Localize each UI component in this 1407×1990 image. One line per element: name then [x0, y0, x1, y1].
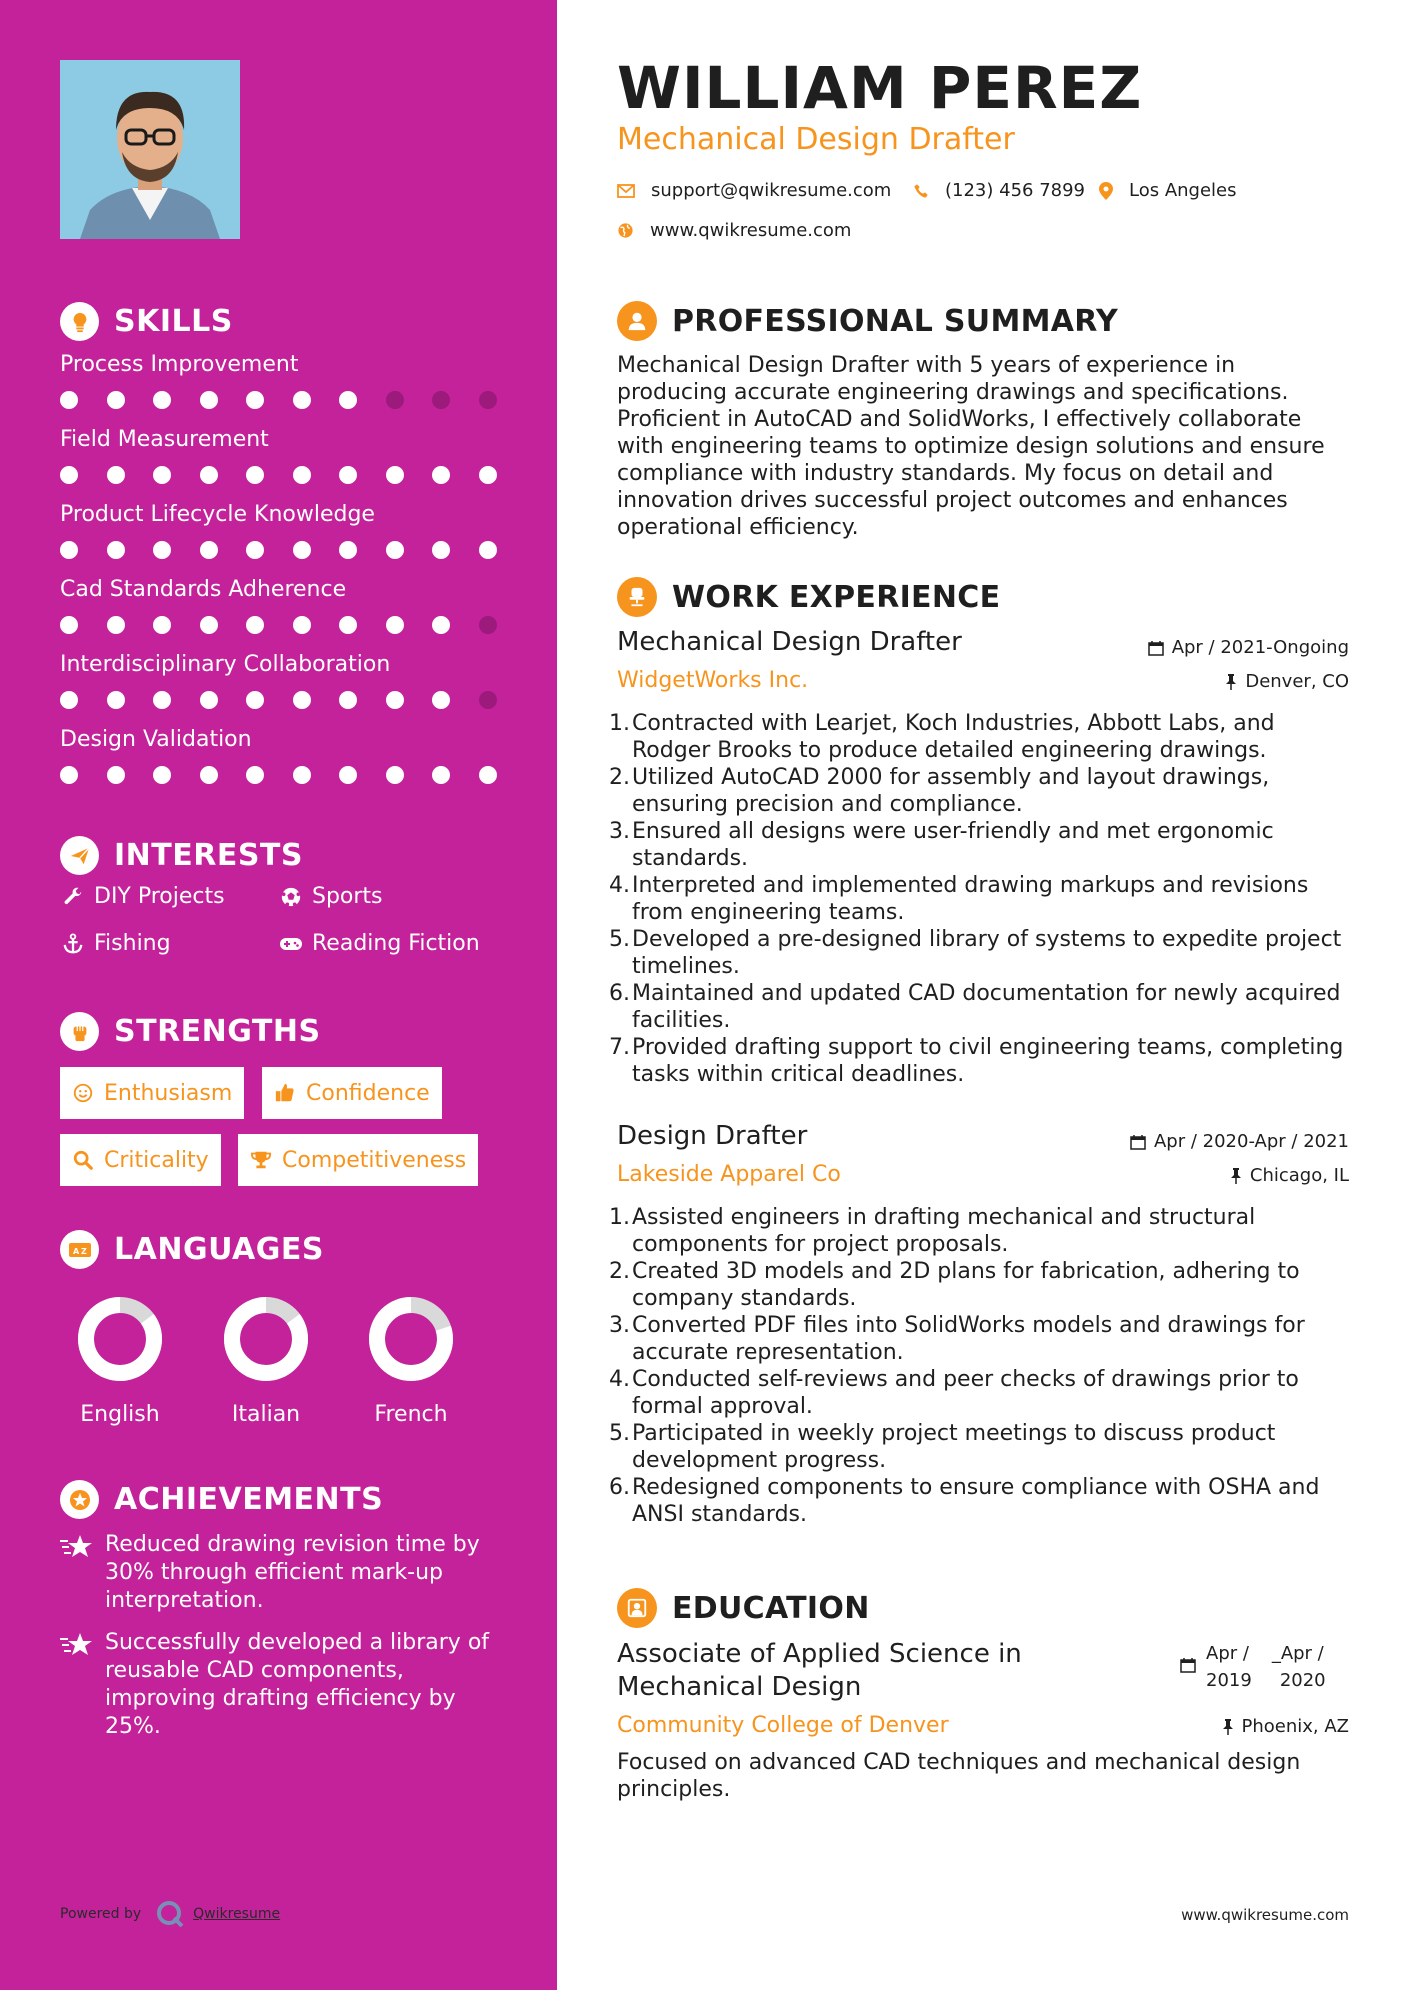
interest-item: Reading Fiction [278, 931, 480, 956]
skill-dot [339, 541, 357, 559]
degree-title: Associate of Applied Science in Mechanical Design [617, 1639, 1022, 1702]
skill-dot [339, 616, 357, 634]
skill-dot [339, 766, 357, 784]
skill-dot [153, 466, 171, 484]
language-name: Italian [231, 1402, 301, 1427]
experience-heading: WORK EXPERIENCE [617, 577, 1000, 617]
job-bullet: 2. Utilized AutoCAD 2000 for assembly and layout drawings, ensuring precision and compliance. [609, 765, 1270, 817]
skill-dot [293, 391, 311, 409]
job-bullets [609, 710, 1352, 1088]
shooting-star-icon [60, 1629, 105, 1741]
skill-dot [479, 616, 497, 634]
candidate-role: Mechanical Design Drafter [617, 122, 1015, 157]
job-bullet: 6. Redesigned components to ensure compliance with OSHA and ANSI standards. [609, 1475, 1320, 1527]
interests-heading: INTERESTS [60, 836, 303, 875]
skill-dot [153, 691, 171, 709]
skill-dot [60, 691, 78, 709]
paper-plane-icon [60, 836, 99, 875]
smile-icon [72, 1082, 94, 1104]
user-icon [617, 301, 657, 341]
svg-text:A: A [72, 1246, 79, 1256]
profile-photo [60, 60, 240, 239]
language-name: French [374, 1402, 448, 1427]
skill-dot [246, 691, 264, 709]
job-bullet: 7. Provided drafting support to civil engineering teams, completing tasks within critical deadlines. [609, 1035, 1344, 1087]
skill-dot [246, 616, 264, 634]
job-dates: Apr / 2020-Apr / 2021 [1130, 1131, 1349, 1152]
candidate-name: WILLIAM PEREZ [617, 54, 1143, 122]
skill-dot [432, 691, 450, 709]
skill-name: Product Lifecycle Knowledge [60, 502, 375, 527]
skill-rating [60, 541, 525, 559]
skill-dot [60, 466, 78, 484]
language-item [351, 1294, 471, 1427]
office-chair-icon [617, 577, 657, 617]
skill-dot [293, 616, 311, 634]
trophy-icon [250, 1149, 272, 1171]
job-bullet: 3. Converted PDF files into SolidWorks models and drawings for accurate representation. [609, 1313, 1305, 1365]
skill-dot [386, 541, 404, 559]
calendar-icon [1130, 1134, 1146, 1150]
education-description: Focused on advanced CAD techniques and mechanical design principles. [617, 1750, 1301, 1802]
skill-dot [386, 766, 404, 784]
skill-rating [60, 391, 525, 409]
skill-dot [432, 616, 450, 634]
education-heading: EDUCATION [617, 1588, 870, 1628]
skill-dot [432, 466, 450, 484]
skill-dot [107, 691, 125, 709]
skill-name: Cad Standards Adherence [60, 577, 347, 602]
interest-item: DIY Projects [60, 884, 225, 909]
skill-dot [479, 541, 497, 559]
skill-dot [246, 766, 264, 784]
skill-dot [479, 391, 497, 409]
skill-dot [479, 766, 497, 784]
job-title: Design Drafter [617, 1121, 808, 1151]
skill-dot [200, 616, 218, 634]
anchor-icon [60, 933, 86, 955]
language-donut [366, 1294, 456, 1384]
skill-dot [60, 541, 78, 559]
skill-name: Interdisciplinary Collaboration [60, 652, 391, 677]
skill-dot [339, 466, 357, 484]
pin-icon [1222, 1719, 1234, 1735]
achievement-item: Successfully developed a library of reusable CAD components, improving drafting efficiency by 25%. [60, 1629, 500, 1741]
job-bullet: 6. Maintained and updated CAD documentation for newly acquired facilities. [609, 981, 1341, 1033]
skill-dot [200, 391, 218, 409]
skill-name: Process Improvement [60, 352, 299, 377]
job-bullet: 2. Created 3D models and 2D plans for fabrication, adhering to company standards. [609, 1259, 1300, 1311]
job-location: Denver, CO [1225, 671, 1349, 692]
skill-dot [107, 616, 125, 634]
skill-dot [293, 691, 311, 709]
svg-text:Z: Z [80, 1246, 87, 1256]
phone-icon [913, 183, 929, 199]
skill-dot [386, 691, 404, 709]
job-bullet: 1. Assisted engineers in drafting mechanical and structural components for project proposals. [609, 1205, 1256, 1257]
job-bullet: 5. Developed a pre-designed library of systems to expedite project timelines. [609, 927, 1342, 979]
skill-rating [60, 766, 525, 784]
powered-by: Powered by Qwikresume [60, 1899, 280, 1929]
skill-dot [107, 766, 125, 784]
calendar-icon [1180, 1640, 1196, 1694]
skill-dot [153, 616, 171, 634]
skill-dot [386, 466, 404, 484]
skill-dot [200, 466, 218, 484]
company-name: Lakeside Apparel Co [617, 1162, 841, 1187]
strength-chip: Competitiveness [238, 1134, 478, 1186]
skill-dot [200, 541, 218, 559]
company-name: WidgetWorks Inc. [617, 668, 809, 693]
search-icon [72, 1149, 94, 1171]
strengths-heading: STRENGTHS [60, 1012, 321, 1051]
contact-website[interactable]: www.qwikresume.com [617, 220, 851, 241]
skill-dot [107, 391, 125, 409]
skill-dot [479, 466, 497, 484]
skill-dot [293, 766, 311, 784]
language-icon [60, 1230, 99, 1269]
map-pin-icon [1099, 182, 1113, 200]
achievements-heading: ACHIEVEMENTS [60, 1480, 383, 1519]
star-icon [60, 1480, 99, 1519]
footer-url[interactable]: www.qwikresume.com [1181, 1906, 1349, 1924]
job-bullet: 1. Contracted with Learjet, Koch Industries, Abbott Labs, and Rodger Brooks to produce detailed engineering drawings. [609, 711, 1275, 763]
qwikresume-link[interactable]: Qwikresume [193, 1906, 281, 1922]
skill-dot [386, 391, 404, 409]
job-bullet: 5. Participated in weekly project meetings to discuss product development progress. [609, 1421, 1276, 1473]
job-bullet: 4. Interpreted and implemented drawing markups and revisions from engineering teams. [609, 873, 1309, 925]
globe-icon [617, 222, 634, 239]
job-dates: Apr / 2021-Ongoing [1148, 637, 1349, 658]
strength-chip: Confidence [262, 1067, 442, 1119]
skill-dot [246, 391, 264, 409]
job-bullets [609, 1204, 1352, 1528]
job-title: Mechanical Design Drafter [617, 627, 962, 657]
skill-dot [200, 691, 218, 709]
school-name: Community College of Denver [617, 1713, 949, 1738]
skill-dot [432, 766, 450, 784]
calendar-icon [1148, 640, 1164, 656]
language-item [206, 1294, 326, 1427]
skill-dot [386, 616, 404, 634]
job-bullet: 4. Conducted self-reviews and peer checks of drawings prior to formal approval. [609, 1367, 1299, 1419]
gamepad-icon [278, 935, 304, 953]
skill-name: Field Measurement [60, 427, 269, 452]
skill-dot [60, 766, 78, 784]
skill-dot [60, 391, 78, 409]
strength-chip: Criticality [60, 1134, 221, 1186]
skill-name: Design Validation [60, 727, 252, 752]
skill-dot [246, 466, 264, 484]
contact-email[interactable]: support@qwikresume.com [617, 180, 891, 201]
job-bullet: 3. Ensured all designs were user-friendly and met ergonomic standards. [609, 819, 1274, 871]
skill-dot [153, 391, 171, 409]
skill-dot [293, 466, 311, 484]
pin-icon [1230, 1168, 1242, 1184]
pin-icon [1225, 674, 1237, 690]
skill-rating [60, 466, 525, 484]
fist-icon [60, 1012, 99, 1051]
skill-dot [107, 541, 125, 559]
skill-rating [60, 691, 525, 709]
graduate-icon [617, 1588, 657, 1628]
soccer-ball-icon [278, 886, 304, 908]
language-donut [75, 1294, 165, 1384]
skill-dot [339, 391, 357, 409]
qwikresume-logo-icon [155, 1899, 185, 1929]
languages-heading: A Z LANGUAGES [60, 1230, 324, 1269]
summary-heading: PROFESSIONAL SUMMARY [617, 301, 1118, 341]
contact-location: Los Angeles [1099, 180, 1237, 201]
shooting-star-icon [60, 1531, 105, 1615]
skill-dot [153, 766, 171, 784]
skill-rating [60, 616, 525, 634]
education-dates: Apr / 2019 _Apr / 2020 [1180, 1640, 1326, 1694]
wrench-icon [60, 886, 86, 908]
skill-dot [153, 541, 171, 559]
language-donut [221, 1294, 311, 1384]
skills-heading: SKILLS [60, 302, 233, 341]
skill-dot [246, 541, 264, 559]
contact-phone[interactable]: (123) 456 7899 [913, 180, 1085, 201]
sidebar [0, 0, 557, 1990]
achievement-item: Reduced drawing revision time by 30% through efficient mark-up interpretation. [60, 1531, 500, 1615]
skill-dot [293, 541, 311, 559]
job-location: Chicago, IL [1230, 1165, 1349, 1186]
interest-item: Sports [278, 884, 383, 909]
strength-chip: Enthusiasm [60, 1067, 244, 1119]
skill-dot [107, 466, 125, 484]
skill-dot [60, 616, 78, 634]
thumbs-up-icon [274, 1082, 296, 1104]
skill-dot [200, 766, 218, 784]
envelope-icon [617, 184, 635, 198]
skill-dot [339, 691, 357, 709]
summary-text: Mechanical Design Drafter with 5 years of experience in producing accurate engineering drawings and specifications. Proficient in AutoCAD and SolidWorks, I effectively collaborate with engineering teams to optimize design solutions and ensure compliance with industry standards. My focus on detail and innovation drives successful project outcomes and enhances operational efficiency. [617, 353, 1325, 540]
lightbulb-icon [60, 302, 99, 341]
language-name: English [80, 1402, 160, 1427]
skill-dot [432, 391, 450, 409]
language-item [60, 1294, 180, 1427]
interest-item: Fishing [60, 931, 171, 956]
skill-dot [479, 691, 497, 709]
education-location: Phoenix, AZ [1222, 1716, 1350, 1737]
skill-dot [432, 541, 450, 559]
